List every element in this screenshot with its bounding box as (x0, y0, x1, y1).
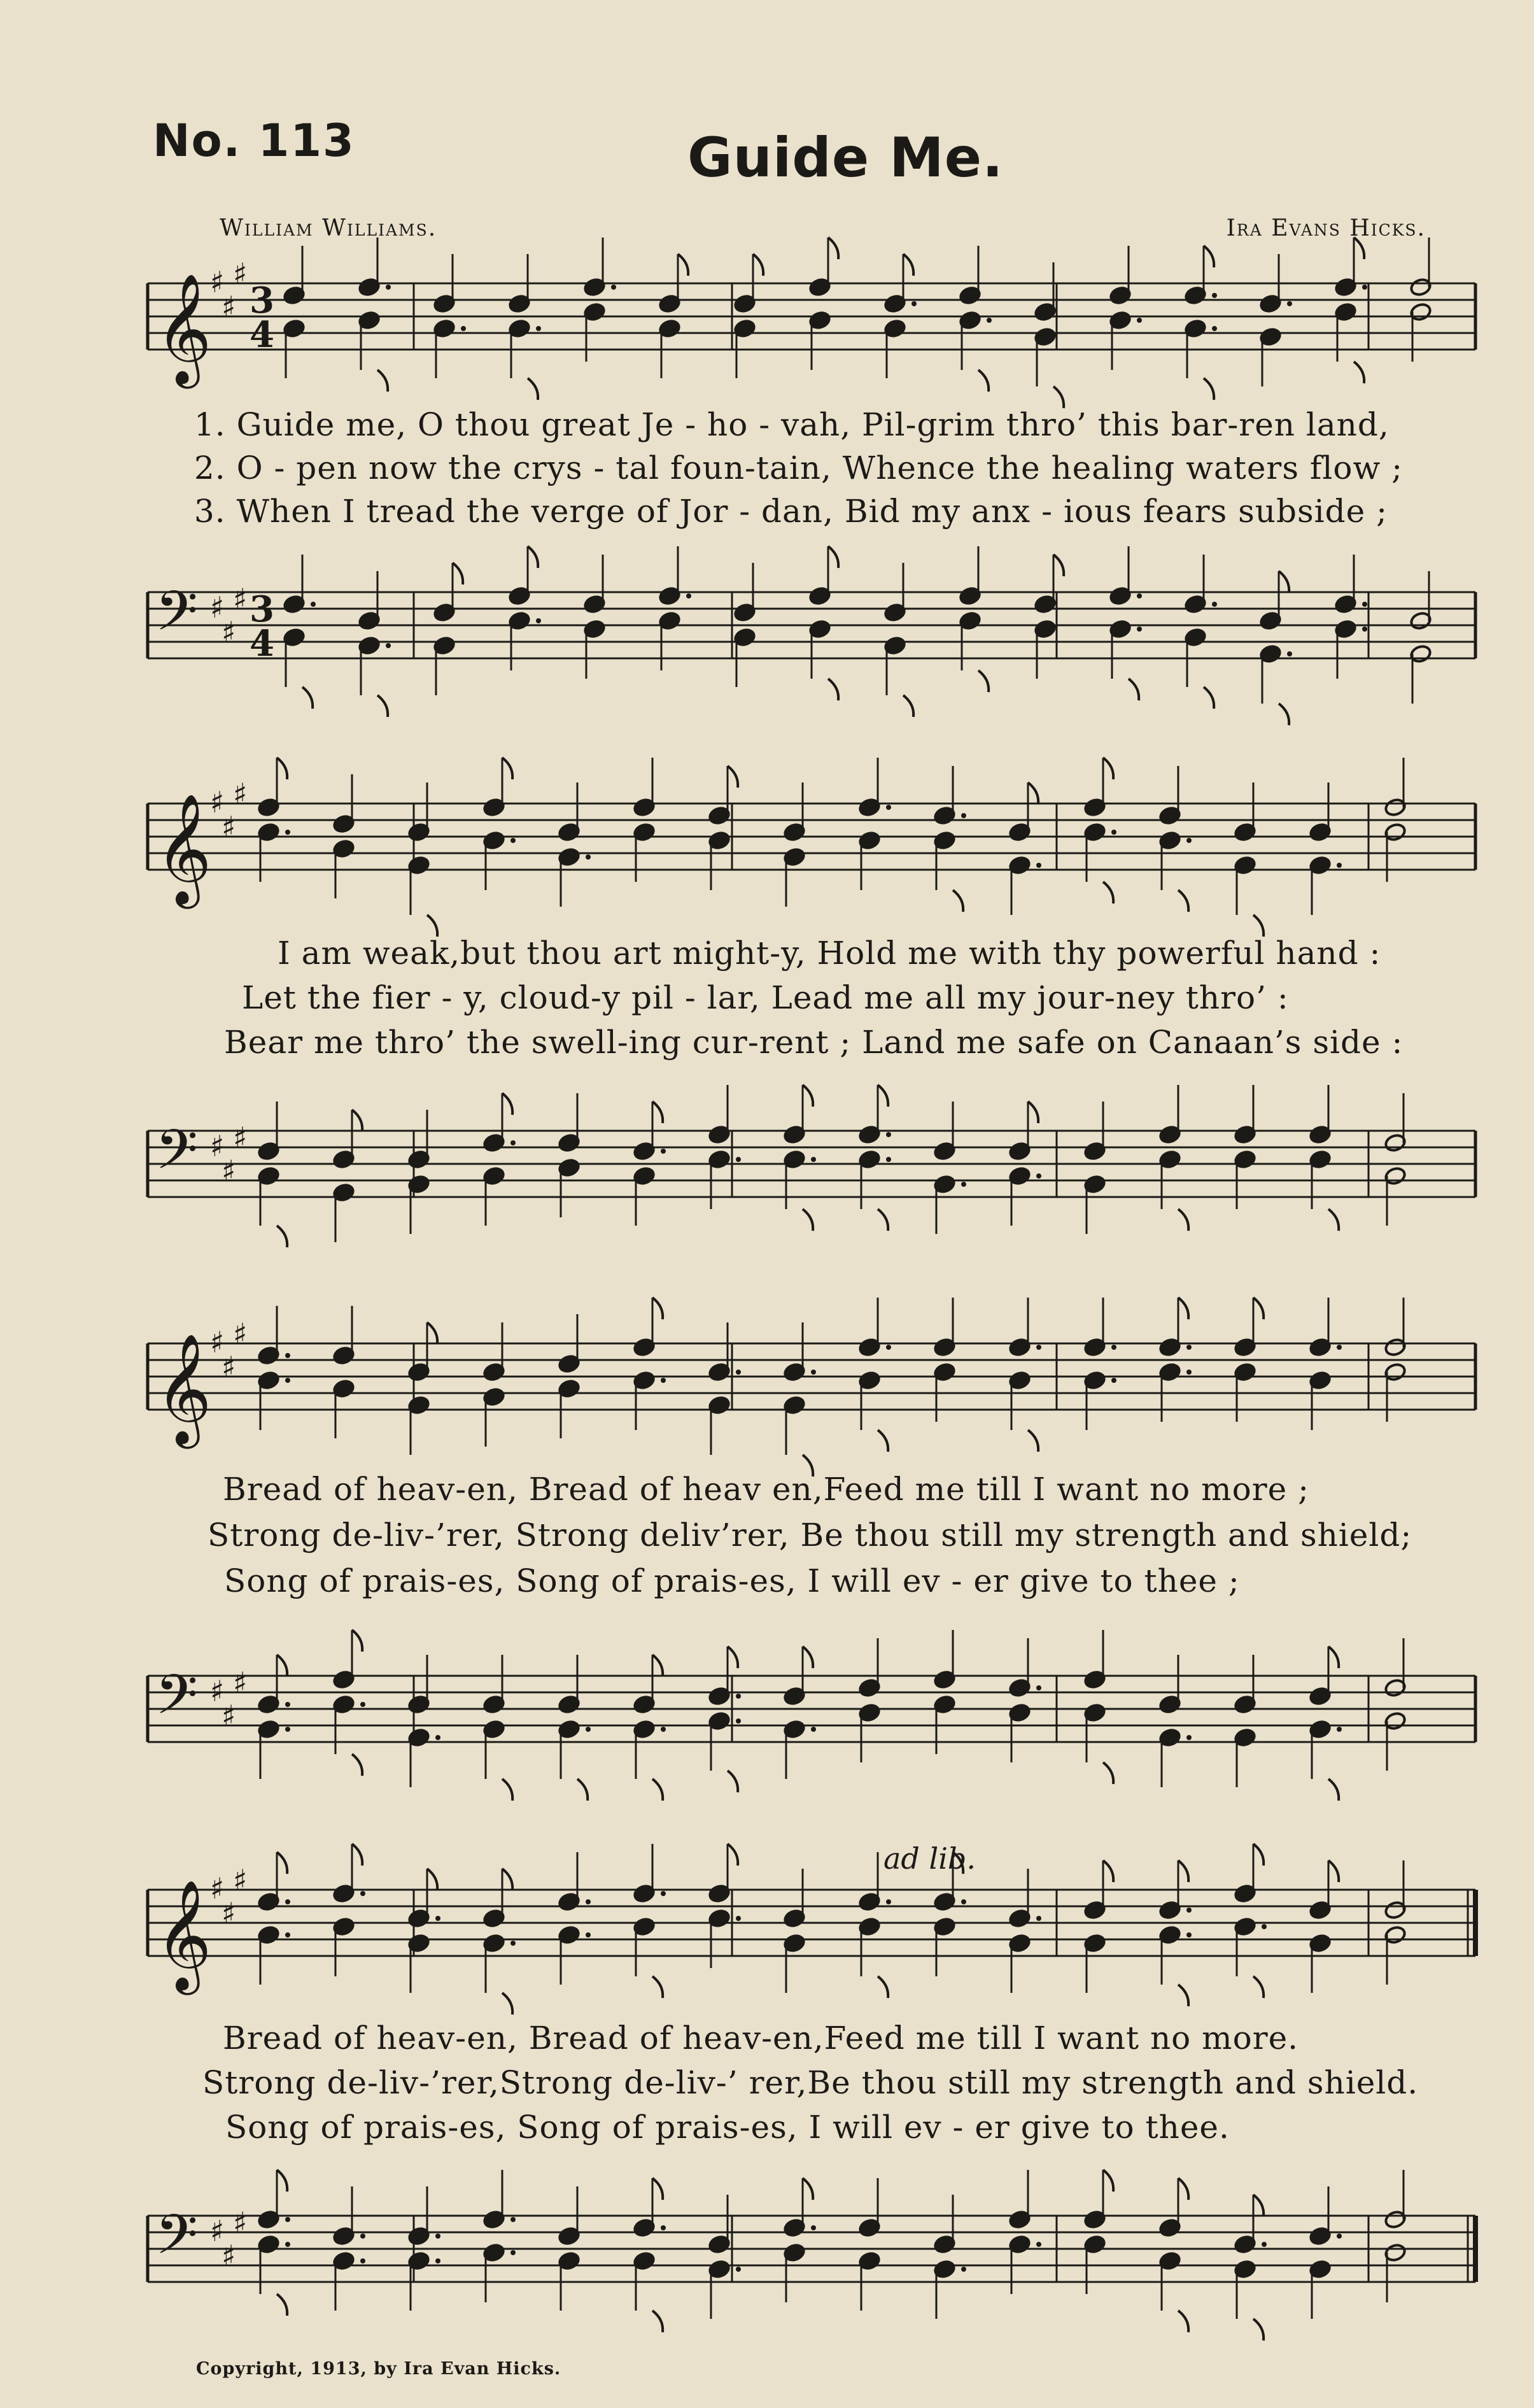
sharp-icon: ♯ (210, 1871, 225, 1906)
note-flag (1178, 2311, 1188, 2332)
sharp-icon: ♯ (222, 810, 236, 844)
staff-group (148, 2170, 1475, 2341)
dot (961, 2267, 966, 2272)
note-flag (1253, 2195, 1263, 2216)
hymn-number: No. 113 (153, 115, 355, 167)
composer-credit: Ira Evans Hicks. (1226, 215, 1426, 241)
sharp-icon: ♯ (233, 257, 248, 291)
dot (285, 2217, 290, 2222)
lyric-verse-3: 3. When I tread the verge of Jor - dan, Bid my anx - ious fears subside ; (194, 493, 1388, 530)
note-flag (277, 2294, 287, 2316)
lyric-verse-3: Bear me thro’ the swell-ing cur-rent ; Land me safe on Canaan’s side : (224, 1024, 1404, 1061)
copyright-notice: Copyright, 1913, by Ira Evan Hicks. (196, 2359, 561, 2379)
treble-clef-icon: 𝄞 (155, 273, 212, 384)
sharp-icon: ♯ (222, 1896, 236, 1930)
note-flag (803, 2178, 813, 2200)
lyric-verse-1: 1. Guide me, O thou great Je - ho - vah, Pil-grim thro’ this bar-ren land, (194, 406, 1390, 443)
sharp-icon: ♯ (233, 1121, 248, 1155)
note-flag (652, 2311, 663, 2332)
bass-clef-icon: 𝄢 (155, 2202, 198, 2280)
hymn-title: Guide Me. (687, 126, 1004, 190)
lyric-verse-2: Let the fier - y, cloud-y pil - lar, Lead me all my jour-ney thro’ : (242, 979, 1289, 1016)
dot (1337, 2234, 1342, 2239)
sharp-icon: ♯ (222, 615, 236, 649)
sharp-icon: ♯ (222, 1154, 236, 1188)
sharp-icon: ♯ (210, 785, 225, 819)
sharp-icon: ♯ (233, 1863, 248, 1897)
sharp-icon: ♯ (233, 1666, 248, 1700)
note-flag (1178, 2178, 1188, 2200)
time-signature-digit: 4 (250, 314, 274, 356)
note-flag (277, 2170, 287, 2192)
bass-clef-icon: 𝄢 (155, 1662, 198, 1740)
treble-clef-icon: 𝄞 (155, 1333, 212, 1444)
dot (510, 2250, 516, 2255)
lyricist-credit: William Williams. (220, 215, 437, 241)
sharp-icon: ♯ (233, 582, 248, 616)
sharp-icon: ♯ (222, 2239, 236, 2273)
sharp-icon: ♯ (210, 1325, 225, 1359)
note-flag (1103, 2170, 1113, 2192)
dot (661, 2225, 666, 2230)
sharp-icon: ♯ (210, 2214, 225, 2248)
lyric-verse-1: I am weak,but thou art might-y, Hold me with thy powerful hand : (278, 935, 1381, 972)
sharp-icon: ♯ (233, 2206, 248, 2240)
sharp-icon: ♯ (210, 1129, 225, 1163)
dot (736, 2267, 741, 2272)
lyric-verse-3: Song of prais-es, Song of prais-es, I will ev - er give to thee ; (224, 1562, 1240, 1599)
dot (435, 2234, 440, 2239)
dot (285, 2242, 290, 2247)
treble-clef-icon: 𝄞 (155, 1880, 212, 1990)
sharp-icon: ♯ (210, 265, 225, 299)
sharp-icon: ♯ (222, 290, 236, 324)
dot (510, 2217, 516, 2222)
time-signature-digit: 3 (250, 280, 274, 322)
dot (435, 2258, 440, 2263)
lyric-verse-2: 2. O - pen now the crys - tal foun-tain, Whence the healing waters flow ; (194, 450, 1404, 486)
time-signature-digit: 4 (250, 623, 274, 665)
sharp-icon: ♯ (222, 1699, 236, 1733)
lyric-verse-2: Strong de-liv-’rer, Strong deliv’rer, Be thou still my strength and shield; (208, 1517, 1412, 1554)
sharp-icon: ♯ (210, 1674, 225, 1708)
dot (811, 2225, 816, 2230)
dot (1036, 2242, 1041, 2247)
note-flag (652, 2178, 663, 2200)
sharp-icon: ♯ (210, 590, 225, 625)
sharp-icon: ♯ (233, 1317, 248, 1351)
bass-clef-icon: 𝄢 (155, 1117, 198, 1195)
dot (360, 2258, 365, 2263)
lyric-verse-1: Bread of heav-en, Bread of heav en,Feed me till I want no more ; (223, 1471, 1309, 1508)
dot (1262, 2242, 1267, 2247)
sharp-icon: ♯ (233, 777, 248, 811)
sharp-icon: ♯ (222, 1350, 236, 1384)
treble-clef-icon: 𝄞 (155, 793, 212, 904)
dot (360, 2234, 365, 2239)
lyric-verse-2: Strong de-liv-’rer,Strong de-liv-’ rer,Be thou still my strength and shield. (202, 2064, 1419, 2101)
time-signature-digit: 3 (250, 588, 274, 630)
note-flag (1253, 2319, 1263, 2341)
lyric-verse-1: Bread of heav-en, Bread of heav-en,Feed me till I want no more. (223, 2020, 1299, 2057)
ad-lib-direction: ad lib. (883, 1841, 976, 1876)
lyric-verse-3: Song of prais-es, Song of prais-es, I will ev - er give to thee. (225, 2109, 1230, 2146)
bass-clef-icon: 𝄢 (155, 579, 198, 656)
